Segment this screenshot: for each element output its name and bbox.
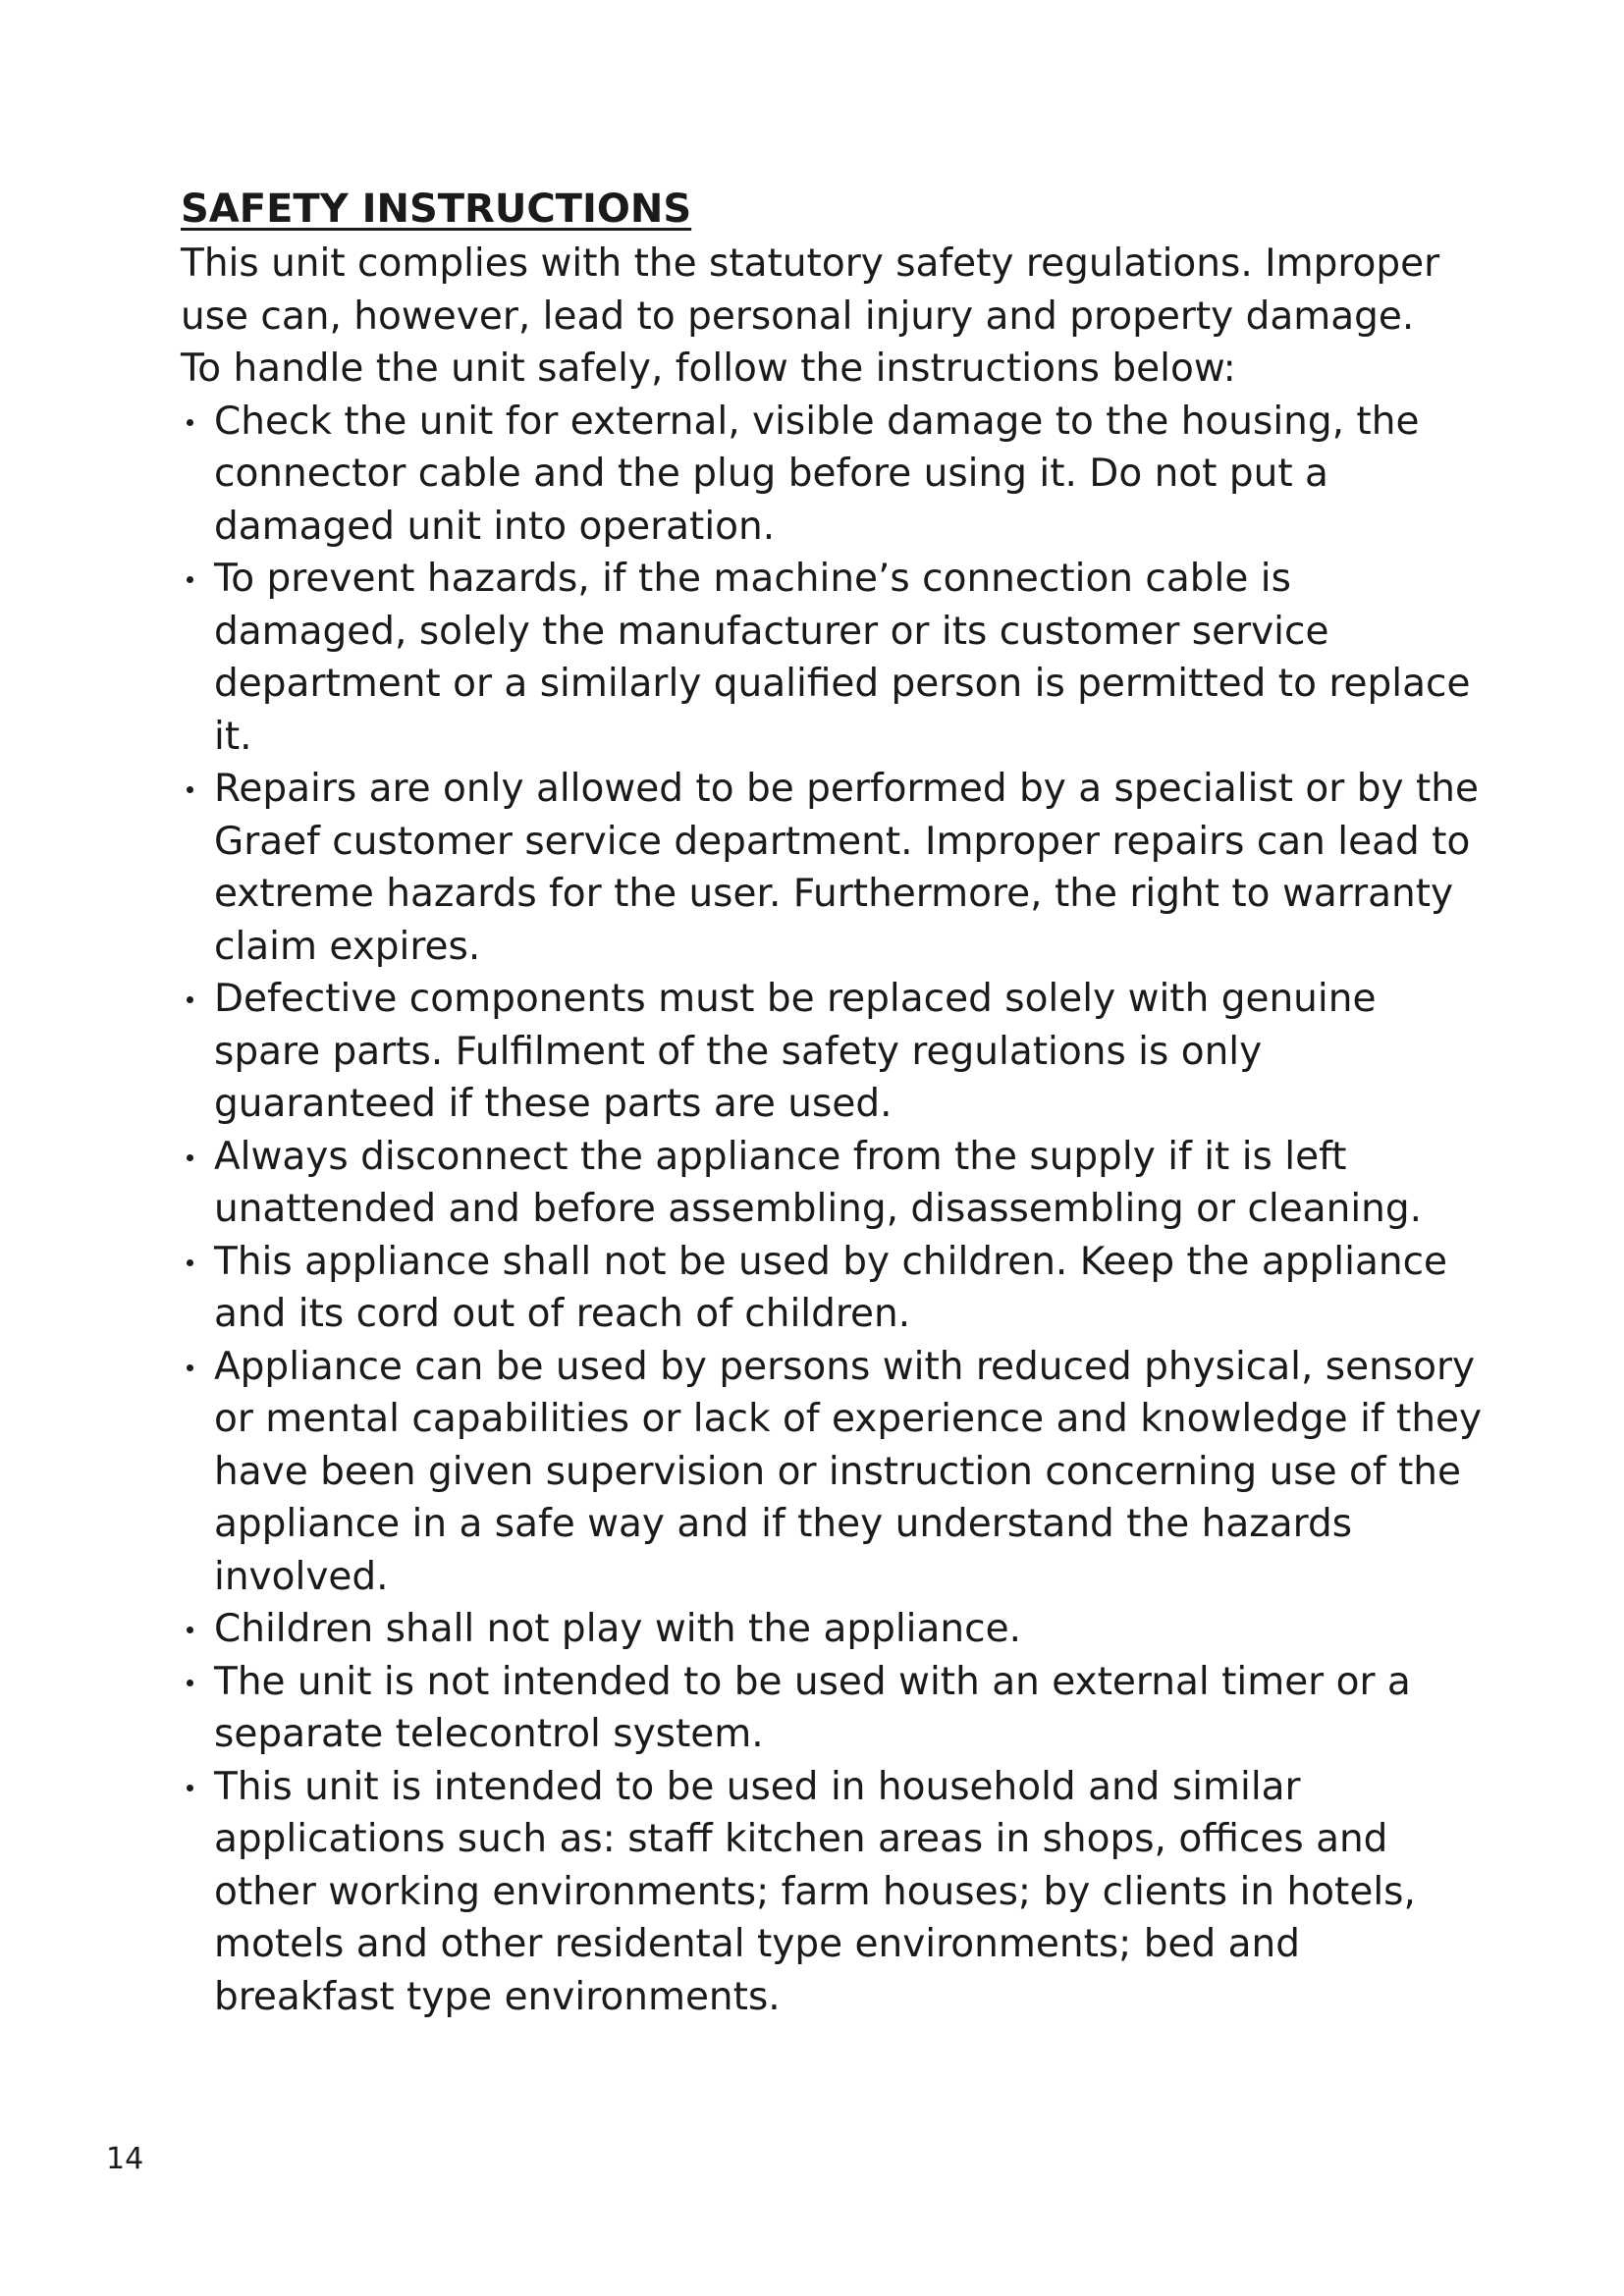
bullet-icon (187, 1259, 193, 1266)
list-item (181, 763, 1487, 973)
list-item-text: Children shall not play with the appliance. (214, 1607, 1021, 1651)
bullet-icon (187, 786, 193, 793)
bullet-icon (187, 1680, 193, 1686)
list-item-text: This appliance shall not be used by children. Keep the appliance and its cord out of reach of children. (214, 1239, 1448, 1336)
list-item (181, 396, 1487, 554)
list-item-text: This unit is intended to be used in household and similar applications such as: staff kitchen areas in shops, offices and other working environments; farm houses; by clients in hotels, motels and other residental type environments; bed and breakfast type environments. (214, 1764, 1416, 2019)
list-item-text: Always disconnect the appliance from the supply if it is left unattended and before assembling, disassembling or cleaning. (214, 1134, 1423, 1231)
list-item (181, 1236, 1487, 1341)
bullet-icon (187, 576, 193, 583)
list-item (181, 973, 1487, 1131)
bullet-icon (187, 996, 193, 1003)
intro-paragraph-handling: To handle the unit safely, follow the instructions below: (181, 347, 1236, 391)
bullet-icon (187, 1627, 193, 1633)
list-item-text: Appliance can be used by persons with reduced physical, sensory or mental capabilities or lack of experience and knowledge if they have been given supervision or instruction concerning use of the appliance in a safe way and if they understand the hazards involved. (214, 1344, 1483, 1599)
bullet-icon (187, 419, 193, 426)
safety-section (181, 183, 1487, 2023)
bullet-icon (187, 1785, 193, 1791)
list-item (181, 1761, 1487, 2024)
section-heading: SAFETY INSTRUCTIONS (181, 187, 692, 232)
bullet-icon (187, 1154, 193, 1161)
list-item-text: To prevent hazards, if the machine’s connection cable is damaged, solely the manufacturer or its customer service department or a similarly qualified person is permitted to replace it. (214, 557, 1471, 759)
list-item (181, 1341, 1487, 1604)
list-item-text: The unit is not intended to be used with an external timer or a separate telecontrol system. (214, 1659, 1411, 1756)
page-number: 14 (106, 2142, 144, 2176)
list-item-text: Repairs are only allowed to be performed by a specialist or by the Graef customer service department. Improper repairs can lead to extreme hazards for the user. Furthermore, the right to warranty claim expires. (214, 767, 1479, 969)
list-item (181, 1131, 1487, 1236)
list-item-text: Defective components must be replaced solely with genuine spare parts. Fulfilment of the safety regulations is only guaranteed if these parts are used. (214, 977, 1377, 1126)
list-item (181, 1656, 1487, 1761)
list-item-text: Check the unit for external, visible damage to the housing, the connector cable and the plug before using it. Do not put a damaged unit into operation. (214, 399, 1420, 549)
bullet-icon (187, 1364, 193, 1371)
list-item (181, 1603, 1487, 1656)
intro-paragraph-compliance: This unit complies with the statutory safety regulations. Improper use can, however, lead to personal injury and property damage. (181, 241, 1440, 339)
safety-instructions-list (181, 396, 1487, 2024)
list-item (181, 553, 1487, 763)
